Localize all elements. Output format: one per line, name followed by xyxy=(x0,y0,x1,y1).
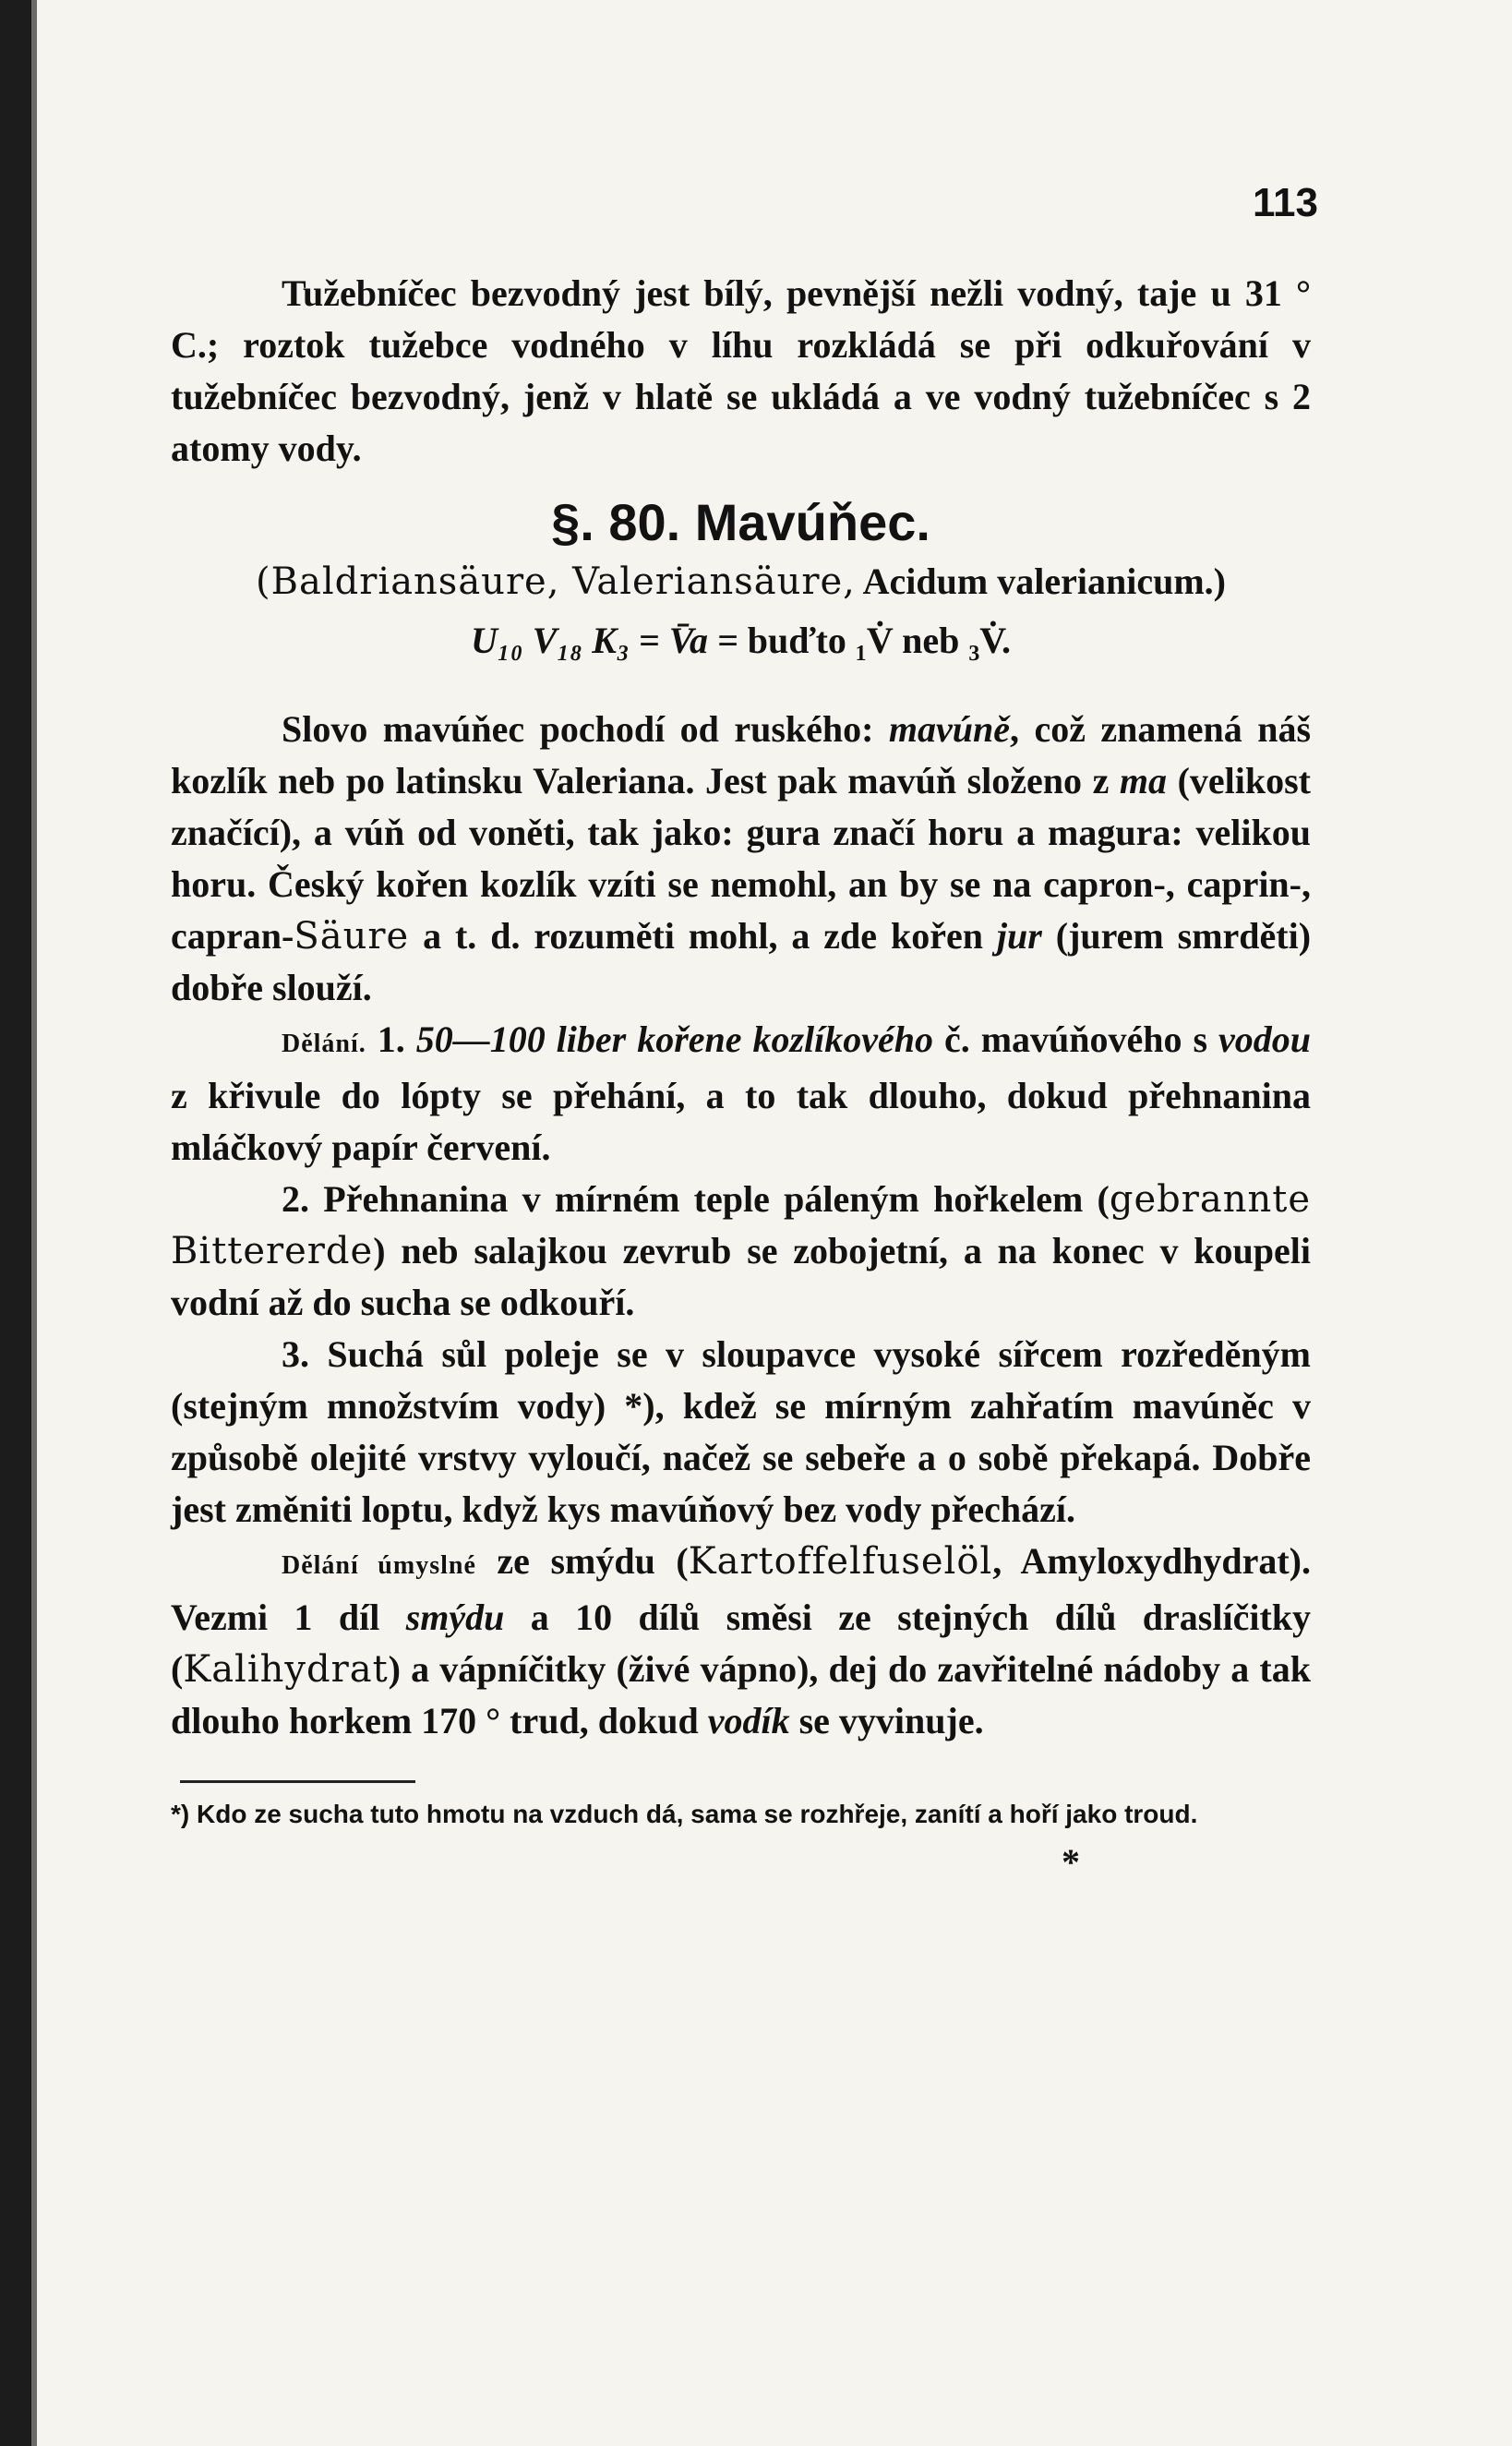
formula-right: buďto ₁V̇ neb ₃V̇. xyxy=(747,620,1012,661)
paragraph-3 xyxy=(171,1014,1311,1174)
signature-mark: * xyxy=(1062,1841,1080,1883)
latin-name: Acidum valerianicum.) xyxy=(862,560,1226,602)
german-names: (Baldriansäure, Valeriansäure, xyxy=(256,560,856,603)
p4-german-term: gebrannte Bittererde xyxy=(171,1178,1311,1272)
page-body xyxy=(171,268,1311,1888)
p6-text-c: , Amyloxydhydrat). Vezmi 1 díl xyxy=(171,1540,1311,1638)
paragraph-4 xyxy=(171,1174,1311,1329)
p2-italic-ma: ma xyxy=(1119,760,1168,801)
p3-label: Dělání. xyxy=(282,1030,366,1058)
section-heading: §. 80. Mavúňec. xyxy=(551,493,930,551)
chemical-formula xyxy=(171,615,1311,667)
paragraph-1: Tužebníčec bezvodný jest bílý, pevnější nežli vodný, taje u 31 ° C.; roztok tužebce vodného v líhu rozkládá se při odkuřování v tužebníčec bezvodný, jenž v hlatě se ukládá a ve vodný tužebníčec s 2 atomy vody. xyxy=(171,272,1311,469)
p3-italic-vodou: vodou xyxy=(1218,1018,1312,1060)
section-synonyms xyxy=(171,556,1311,608)
p6-german-term: Kartoffelfuselöl xyxy=(688,1540,993,1583)
p2-text-i: (jurem smrděti) dobře slouží. xyxy=(171,915,1312,1008)
p2-italic-jur: jur xyxy=(996,915,1042,957)
p3-text-e: z křivule do lópty se přehání, a to tak dlouho, dokud přehnanina mláčkový papír červení. xyxy=(171,1075,1311,1168)
p6-text-g: ) a vápníčitky (živé vápno), dej do zavřitelné nádoby a tak dlouho horkem 170 ° trud, dokud xyxy=(171,1648,1311,1741)
p2-text-c: , což znamená náš kozlík neb po latinsku Valeriana. Jest pak mavúň složeno z xyxy=(171,708,1312,801)
p4-text-c: ) neb salajkou zevrub se zobojetní, a na konec v koupeli vodní až do sucha se odkouří. xyxy=(171,1230,1311,1323)
p2-italic-mavune: mavúně xyxy=(888,708,1011,750)
paragraph-6 xyxy=(171,1536,1311,1747)
p3-text-c: č. mavúňového s xyxy=(944,1018,1208,1060)
p6-label: Dělání úmyslné xyxy=(282,1551,476,1580)
p4-text-a: 2. Přehnanina v mírném teple páleným hořkelem ( xyxy=(282,1178,1110,1220)
formula-left: U₁₀ V₁₈ K₃ = V̄a = xyxy=(470,620,738,661)
p6-german-kalihydrat: Kalihydrat xyxy=(183,1648,389,1691)
p3-italic-quantity: 50—100 liber kořene kozlíkového xyxy=(415,1018,934,1060)
p3-step-number: 1. xyxy=(377,1018,405,1060)
p2-text-a: Slovo mavúňec pochodí od ruského: xyxy=(282,708,874,750)
p6-text-e: a 10 dílů směsi ze stejných dílů draslíčitky ( xyxy=(171,1597,1312,1690)
p6-italic-smydu: smýdu xyxy=(405,1597,505,1638)
paragraph-5: 3. Suchá sůl poleje se v sloupavce vysoké sířcem rozředěným (stejným množstvím vody) *), kdež se mírným zahřatím mavúněc v způsobě olejité vrstvy vyloučí, načež se sebeře a o sobě překapá. Dobře jest změniti loptu, když kys mavúňový bez vody přechází. xyxy=(171,1333,1311,1530)
p6-italic-vodik: vodík xyxy=(707,1700,790,1741)
paragraph-2 xyxy=(171,704,1311,1014)
p2-text-g: a t. d. rozuměti mohl, a zde kořen xyxy=(423,915,983,957)
footnote-divider xyxy=(180,1780,415,1783)
book-spine-edge xyxy=(31,0,37,2446)
book-spine-shadow xyxy=(0,0,31,2446)
p2-text-e: (velikost značící), a vúň od voněti, tak jako: gura značí horu a magura: velikou horu. Český kořen kozlík vzíti se nemohl, an by se na capron-, caprin-, capran- xyxy=(171,760,1311,957)
p2-german-saure: Säure xyxy=(294,915,410,958)
page-number: 113 xyxy=(1253,180,1318,225)
footnote: *) Kdo ze sucha tuto hmotu na vzduch dá, sama se rozhřeje, zanítí a hoří jako troud. xyxy=(171,1800,1198,1828)
p6-text-i: se vyvinuje. xyxy=(798,1700,984,1741)
p6-text-a: ze smýdu ( xyxy=(497,1540,689,1582)
